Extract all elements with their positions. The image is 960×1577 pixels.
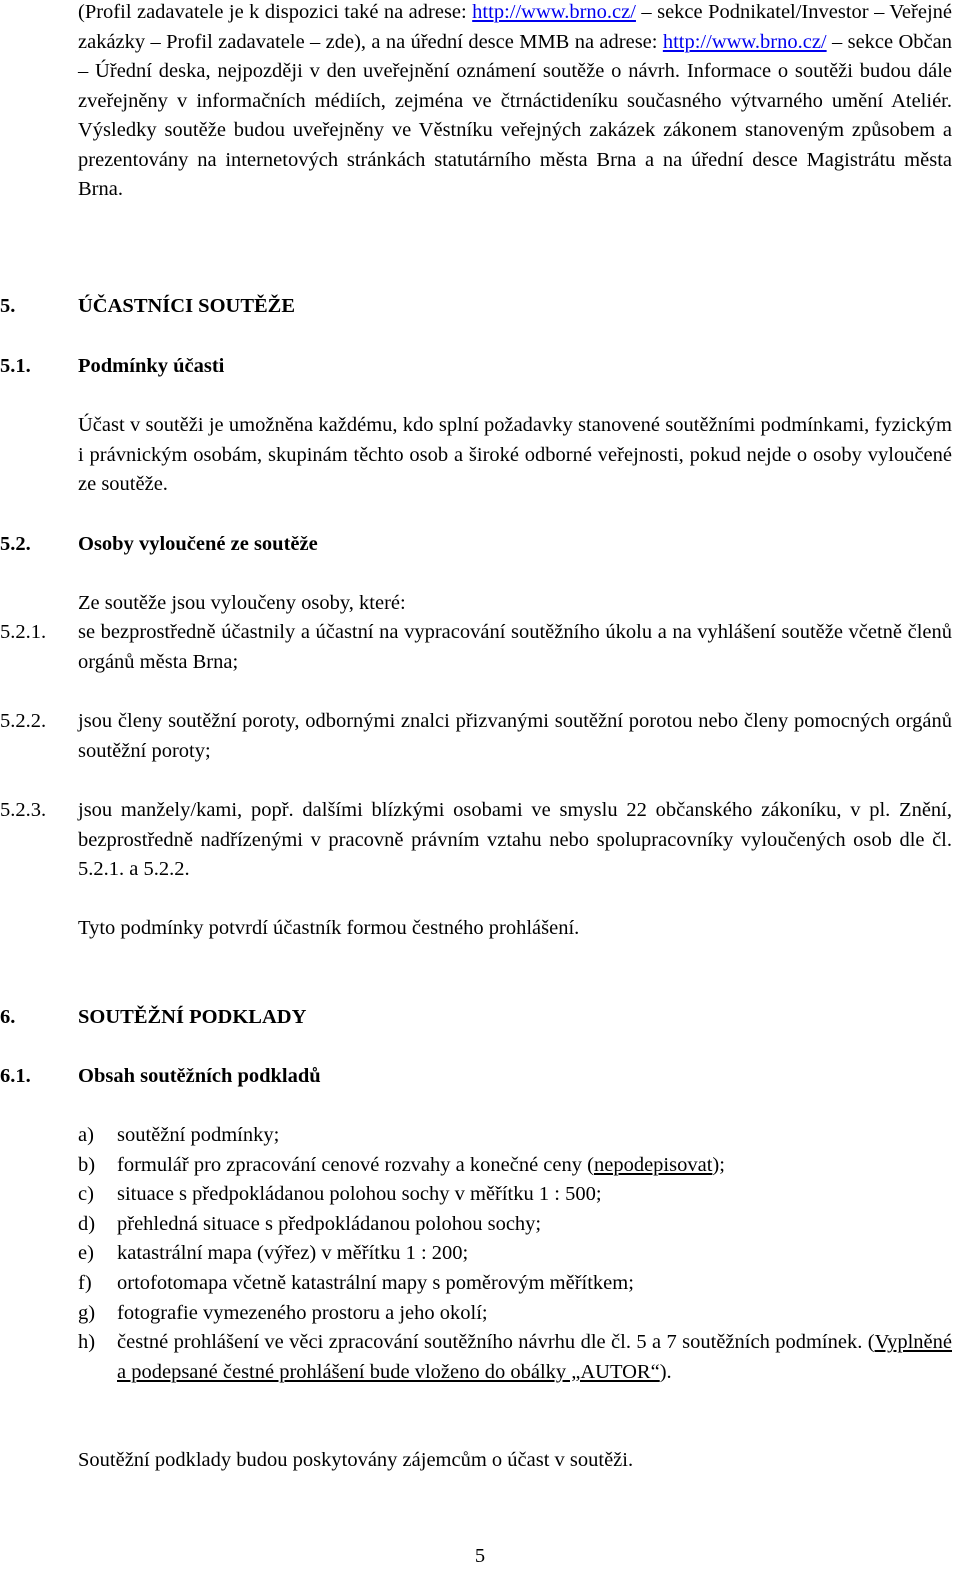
- list-item-label: c): [78, 1183, 94, 1206]
- section-5-number: 5.: [0, 295, 16, 317]
- section-5-2-title: Osoby vyloučené ze soutěže: [78, 533, 318, 555]
- notice-board-link[interactable]: http://www.brno.cz/: [662, 30, 827, 53]
- item-5-2-1-number: 5.2.1.: [0, 621, 47, 643]
- item-5-2-2-number: 5.2.2.: [0, 710, 47, 732]
- section-6-title: SOUTĚŽNÍ PODKLADY: [78, 1006, 307, 1028]
- profile-link[interactable]: http://www.brno.cz/: [472, 1, 636, 23]
- section-6-1-title: Obsah soutěžních podkladů: [78, 1065, 321, 1087]
- list-item-tail: ).: [659, 1360, 672, 1383]
- list-item-text: fotografie vymezeného prostoru a jeho okolí;: [117, 1301, 488, 1324]
- section-5-1-text: Účast v soutěži je umožněna každému, kdo splní požadavky stanovené soutěžními podmínkami, fyzickým i právnickým osobám, skupinám těchto osob a široké odborné veřejnosti, pokud nejde o osoby vyloučené ze soutěže.: [78, 414, 952, 495]
- list-item-text: situace s předpokládanou polohou sochy v měřítku 1 : 500;: [117, 1183, 602, 1206]
- list-item-tail: );: [712, 1153, 725, 1176]
- list-item-text: katastrální mapa (výřez) v měřítku 1 : 200;: [117, 1242, 469, 1265]
- list-item-label: a): [78, 1124, 94, 1146]
- item-5-2-1-text: se bezprostředně účastnily a účastní na vypracování soutěžního úkolu a na vyhlášení soutěže včetně členů orgánů města Brna;: [78, 621, 952, 673]
- section-5-2-intro: Ze soutěže jsou vyloučeny osoby, které:: [78, 592, 406, 614]
- list-item-text: soutěžní podmínky;: [117, 1124, 280, 1146]
- list-item: [78, 1299, 952, 1329]
- list-item: [78, 1210, 952, 1240]
- list-item-underlined: nepodepisovat: [593, 1153, 713, 1176]
- list-item-text: formulář pro zpracování cenové rozvahy a konečné ceny (: [117, 1153, 594, 1176]
- section-6-1-closing: Soutěžní podklady budou poskytovány zájemcům o účast v soutěži.: [78, 1449, 634, 1471]
- list-item: [78, 1239, 952, 1269]
- intro-paragraph: [78, 0, 952, 205]
- item-5-2-2-text: jsou členy soutěžní poroty, odbornými znalci přizvanými soutěžní porotou nebo členy pomocných orgánů soutěžní poroty;: [78, 710, 952, 762]
- list-item-label: d): [78, 1212, 96, 1235]
- list-item-label: b): [78, 1153, 96, 1176]
- list-item-label: h): [78, 1331, 96, 1354]
- section-5-1-title: Podmínky účasti: [78, 355, 225, 377]
- page-number: 5: [474, 1545, 486, 1567]
- item-5-2-3-text: jsou manžely/kami, popř. dalšími blízkými osobami ve smyslu 22 občanského zákoníku, v pl. Znění, bezprostředně nadřízenými v pracovně právním vztahu nebo spolupracovníky vyloučených osob dle čl. 5.2.1. a 5.2.2.: [78, 799, 952, 880]
- intro-text-1: (Profil zadavatele je k dispozici také na adrese:: [78, 1, 473, 23]
- list-item: [78, 1121, 952, 1151]
- list-item: [78, 1180, 952, 1210]
- list-item: [78, 1151, 952, 1181]
- list-item-label: f): [78, 1271, 92, 1294]
- section-6-1-number: 6.1.: [0, 1065, 31, 1087]
- list-item-text: čestné prohlášení ve věci zpracování soutěžního návrhu dle čl. 5 a 7 soutěžních podmínek. (: [117, 1331, 875, 1354]
- list-item-label: g): [78, 1301, 96, 1324]
- section-5-2-closing: Tyto podmínky potvrdí účastník formou čestného prohlášení.: [78, 917, 580, 939]
- list-item: [78, 1328, 952, 1387]
- section-6-number: 6.: [0, 1006, 16, 1028]
- section-5-1-number: 5.1.: [0, 355, 31, 377]
- list-item-text: ortofotomapa včetně katastrální mapy s poměrovým měřítkem;: [117, 1271, 634, 1294]
- section-5-title: ÚČASTNÍCI SOUTĚŽE: [78, 295, 296, 317]
- documents-list: [78, 1121, 952, 1387]
- list-item: [78, 1269, 952, 1299]
- intro-text-2: – sekce Podnikatel/Investor – Veřejné zakázky – Profil zadavatele – zde), a na úřední desce MMB na adrese:: [78, 1, 952, 53]
- section-5-2-number: 5.2.: [0, 533, 31, 555]
- intro-text-3: – sekce Občan – Úřední deska, nejpozději v den uveřejnění oznámení soutěže o návrh. Informace o soutěži budou dále zveřejněny v informačních médiích, zejména ve čtrnáctideníku současného výtvarného umění Ateliér. Výsledky soutěže budou uveřejněny ve Věstníku veřejných zakázek zákonem stanoveným způsobem a prezentovány na internetových stránkách statutárního města Brna a na úřední desce Magistrátu města Brna.: [78, 30, 952, 200]
- list-item-label: e): [78, 1242, 94, 1265]
- list-item-text: přehledná situace s předpokládanou polohou sochy;: [117, 1212, 542, 1235]
- list-item-underlined: Vyplněné a podepsané čestné prohlášení bude vloženo do obálky „AUTOR“: [117, 1331, 952, 1383]
- item-5-2-3-number: 5.2.3.: [0, 799, 47, 821]
